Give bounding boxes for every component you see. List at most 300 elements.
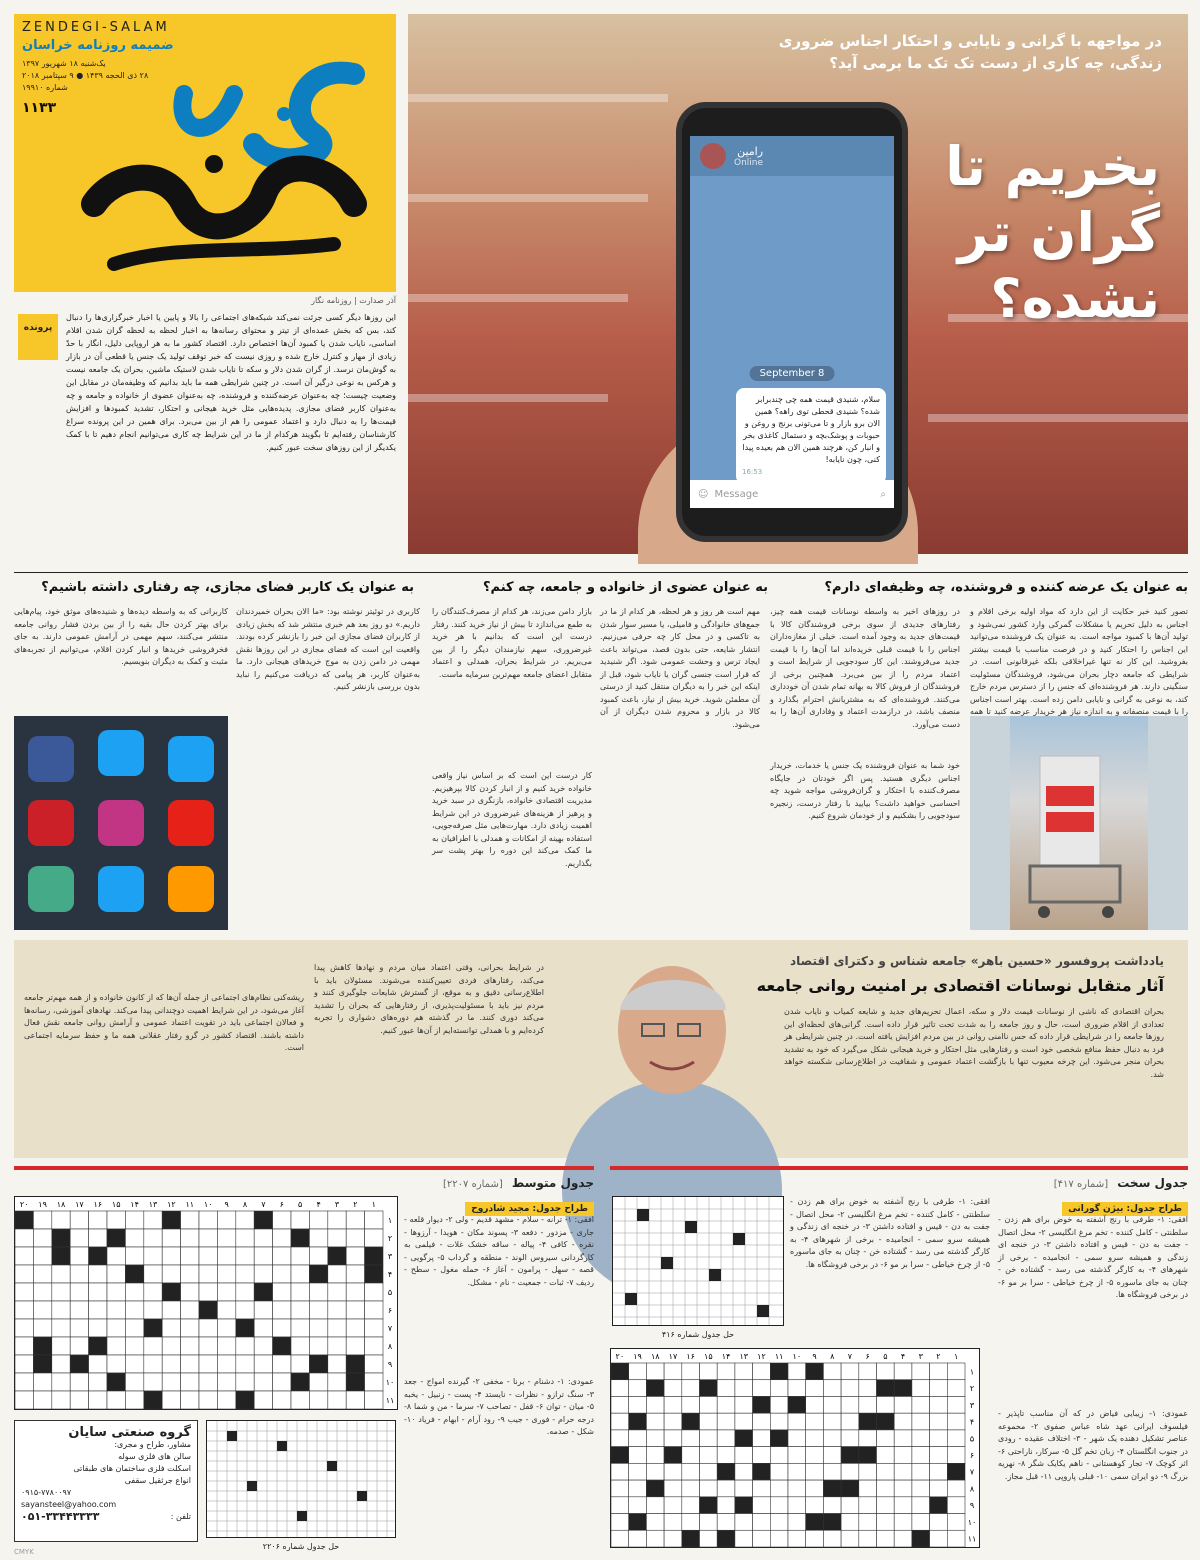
crossword-cell[interactable] <box>107 1211 125 1229</box>
crossword-cell[interactable] <box>144 1211 162 1229</box>
crossword-cell[interactable] <box>217 1373 235 1391</box>
crossword-cell[interactable] <box>309 1337 327 1355</box>
crossword-cell[interactable] <box>859 1463 877 1480</box>
crossword-cell[interactable] <box>717 1413 735 1430</box>
crossword-cell[interactable] <box>33 1265 51 1283</box>
crossword-cell[interactable] <box>33 1391 51 1409</box>
crossword-cell[interactable] <box>89 1229 107 1247</box>
crossword-cell[interactable] <box>735 1463 753 1480</box>
crossword-cell[interactable] <box>947 1497 965 1514</box>
crossword-cell[interactable] <box>611 1413 629 1430</box>
crossword-cell[interactable] <box>682 1363 700 1380</box>
crossword-cell[interactable] <box>52 1265 70 1283</box>
crossword-cell[interactable] <box>806 1463 824 1480</box>
crossword-cell[interactable] <box>217 1391 235 1409</box>
crossword-cell[interactable] <box>328 1211 346 1229</box>
crossword-cell[interactable] <box>162 1319 180 1337</box>
crossword-cell[interactable] <box>236 1229 254 1247</box>
crossword-cell[interactable] <box>664 1396 682 1413</box>
crossword-cell[interactable] <box>646 1497 664 1514</box>
crossword-cell[interactable] <box>770 1530 788 1547</box>
crossword-cell[interactable] <box>823 1497 841 1514</box>
crossword-cell[interactable] <box>912 1413 930 1430</box>
crossword-cell[interactable] <box>912 1447 930 1464</box>
crossword-hard-grid[interactable] <box>610 1348 980 1548</box>
crossword-cell[interactable] <box>823 1396 841 1413</box>
crossword-cell[interactable] <box>144 1355 162 1373</box>
crossword-cell[interactable] <box>52 1391 70 1409</box>
crossword-cell[interactable] <box>930 1363 948 1380</box>
crossword-cell[interactable] <box>33 1283 51 1301</box>
crossword-cell[interactable] <box>877 1514 895 1531</box>
crossword-cell[interactable] <box>70 1319 88 1337</box>
crossword-cell[interactable] <box>646 1447 664 1464</box>
crossword-cell[interactable] <box>664 1497 682 1514</box>
crossword-cell[interactable] <box>52 1355 70 1373</box>
crossword-cell[interactable] <box>89 1211 107 1229</box>
crossword-cell[interactable] <box>273 1391 291 1409</box>
crossword-cell[interactable] <box>70 1247 88 1265</box>
crossword-cell[interactable] <box>877 1480 895 1497</box>
crossword-cell[interactable] <box>309 1319 327 1337</box>
crossword-cell[interactable] <box>788 1413 806 1430</box>
crossword-cell[interactable] <box>912 1480 930 1497</box>
crossword-cell[interactable] <box>629 1380 647 1397</box>
crossword-cell[interactable] <box>181 1301 199 1319</box>
crossword-cell[interactable] <box>89 1355 107 1373</box>
crossword-cell[interactable] <box>806 1497 824 1514</box>
crossword-cell[interactable] <box>346 1211 364 1229</box>
crossword-cell[interactable] <box>346 1247 364 1265</box>
crossword-cell[interactable] <box>753 1530 771 1547</box>
crossword-cell[interactable] <box>700 1396 718 1413</box>
crossword-cell[interactable] <box>144 1265 162 1283</box>
crossword-cell[interactable] <box>806 1380 824 1397</box>
crossword-cell[interactable] <box>309 1301 327 1319</box>
crossword-cell[interactable] <box>841 1396 859 1413</box>
crossword-cell[interactable] <box>806 1430 824 1447</box>
crossword-cell[interactable] <box>682 1380 700 1397</box>
crossword-cell[interactable] <box>664 1363 682 1380</box>
crossword-cell[interactable] <box>125 1283 143 1301</box>
crossword-cell[interactable] <box>770 1463 788 1480</box>
crossword-cell[interactable] <box>700 1463 718 1480</box>
crossword-cell[interactable] <box>254 1229 272 1247</box>
crossword-cell[interactable] <box>735 1447 753 1464</box>
crossword-cell[interactable] <box>181 1265 199 1283</box>
crossword-cell[interactable] <box>328 1373 346 1391</box>
crossword-cell[interactable] <box>664 1530 682 1547</box>
crossword-cell[interactable] <box>162 1301 180 1319</box>
crossword-cell[interactable] <box>162 1355 180 1373</box>
crossword-cell[interactable] <box>753 1380 771 1397</box>
crossword-cell[interactable] <box>273 1283 291 1301</box>
crossword-cell[interactable] <box>894 1447 912 1464</box>
crossword-cell[interactable] <box>611 1380 629 1397</box>
crossword-cell[interactable] <box>199 1265 217 1283</box>
crossword-cell[interactable] <box>291 1211 309 1229</box>
crossword-cell[interactable] <box>273 1229 291 1247</box>
crossword-cell[interactable] <box>700 1413 718 1430</box>
crossword-cell[interactable] <box>291 1391 309 1409</box>
crossword-cell[interactable] <box>125 1247 143 1265</box>
crossword-cell[interactable] <box>788 1430 806 1447</box>
crossword-cell[interactable] <box>753 1430 771 1447</box>
crossword-cell[interactable] <box>15 1337 33 1355</box>
crossword-cell[interactable] <box>877 1363 895 1380</box>
crossword-cell[interactable] <box>700 1447 718 1464</box>
crossword-cell[interactable] <box>52 1283 70 1301</box>
crossword-cell[interactable] <box>947 1413 965 1430</box>
crossword-cell[interactable] <box>912 1514 930 1531</box>
crossword-cell[interactable] <box>930 1413 948 1430</box>
crossword-cell[interactable] <box>291 1337 309 1355</box>
crossword-cell[interactable] <box>273 1373 291 1391</box>
crossword-cell[interactable] <box>930 1380 948 1397</box>
crossword-cell[interactable] <box>89 1265 107 1283</box>
crossword-cell[interactable] <box>365 1373 383 1391</box>
crossword-cell[interactable] <box>823 1530 841 1547</box>
crossword-cell[interactable] <box>181 1319 199 1337</box>
crossword-cell[interactable] <box>841 1530 859 1547</box>
crossword-cell[interactable] <box>181 1355 199 1373</box>
crossword-cell[interactable] <box>717 1363 735 1380</box>
crossword-cell[interactable] <box>877 1430 895 1447</box>
crossword-cell[interactable] <box>365 1229 383 1247</box>
crossword-cell[interactable] <box>254 1391 272 1409</box>
crossword-cell[interactable] <box>859 1480 877 1497</box>
crossword-cell[interactable] <box>181 1337 199 1355</box>
crossword-cell[interactable] <box>753 1497 771 1514</box>
crossword-medium-grid[interactable] <box>14 1196 398 1410</box>
crossword-cell[interactable] <box>877 1463 895 1480</box>
crossword-cell[interactable] <box>89 1283 107 1301</box>
crossword-cell[interactable] <box>788 1480 806 1497</box>
crossword-cell[interactable] <box>894 1497 912 1514</box>
crossword-cell[interactable] <box>199 1373 217 1391</box>
crossword-cell[interactable] <box>328 1229 346 1247</box>
crossword-cell[interactable] <box>309 1391 327 1409</box>
crossword-cell[interactable] <box>125 1337 143 1355</box>
crossword-cell[interactable] <box>254 1301 272 1319</box>
crossword-cell[interactable] <box>859 1530 877 1547</box>
crossword-cell[interactable] <box>735 1396 753 1413</box>
crossword-cell[interactable] <box>254 1319 272 1337</box>
crossword-cell[interactable] <box>629 1463 647 1480</box>
crossword-cell[interactable] <box>144 1301 162 1319</box>
crossword-cell[interactable] <box>629 1430 647 1447</box>
crossword-cell[interactable] <box>33 1301 51 1319</box>
crossword-cell[interactable] <box>930 1463 948 1480</box>
crossword-cell[interactable] <box>735 1380 753 1397</box>
crossword-cell[interactable] <box>236 1265 254 1283</box>
crossword-cell[interactable] <box>770 1396 788 1413</box>
crossword-cell[interactable] <box>806 1447 824 1464</box>
crossword-cell[interactable] <box>930 1430 948 1447</box>
crossword-cell[interactable] <box>947 1514 965 1531</box>
crossword-cell[interactable] <box>181 1247 199 1265</box>
crossword-cell[interactable] <box>254 1265 272 1283</box>
crossword-cell[interactable] <box>273 1301 291 1319</box>
crossword-cell[interactable] <box>33 1211 51 1229</box>
crossword-cell[interactable] <box>125 1373 143 1391</box>
crossword-cell[interactable] <box>717 1480 735 1497</box>
crossword-cell[interactable] <box>144 1373 162 1391</box>
crossword-cell[interactable] <box>682 1480 700 1497</box>
crossword-cell[interactable] <box>236 1283 254 1301</box>
crossword-cell[interactable] <box>664 1380 682 1397</box>
crossword-cell[interactable] <box>930 1396 948 1413</box>
crossword-cell[interactable] <box>199 1283 217 1301</box>
crossword-cell[interactable] <box>125 1301 143 1319</box>
crossword-cell[interactable] <box>930 1480 948 1497</box>
crossword-cell[interactable] <box>89 1319 107 1337</box>
crossword-cell[interactable] <box>199 1355 217 1373</box>
crossword-cell[interactable] <box>125 1211 143 1229</box>
crossword-cell[interactable] <box>859 1514 877 1531</box>
crossword-cell[interactable] <box>328 1283 346 1301</box>
crossword-cell[interactable] <box>912 1463 930 1480</box>
crossword-cell[interactable] <box>717 1430 735 1447</box>
crossword-cell[interactable] <box>107 1247 125 1265</box>
crossword-cell[interactable] <box>107 1391 125 1409</box>
crossword-cell[interactable] <box>291 1355 309 1373</box>
crossword-cell[interactable] <box>236 1355 254 1373</box>
crossword-cell[interactable] <box>162 1373 180 1391</box>
crossword-cell[interactable] <box>841 1497 859 1514</box>
crossword-cell[interactable] <box>629 1530 647 1547</box>
crossword-cell[interactable] <box>33 1247 51 1265</box>
crossword-cell[interactable] <box>15 1355 33 1373</box>
crossword-cell[interactable] <box>788 1380 806 1397</box>
crossword-cell[interactable] <box>823 1463 841 1480</box>
crossword-cell[interactable] <box>107 1283 125 1301</box>
crossword-cell[interactable] <box>753 1514 771 1531</box>
crossword-cell[interactable] <box>611 1530 629 1547</box>
crossword-cell[interactable] <box>894 1430 912 1447</box>
crossword-cell[interactable] <box>788 1530 806 1547</box>
crossword-cell[interactable] <box>947 1363 965 1380</box>
crossword-cell[interactable] <box>806 1530 824 1547</box>
crossword-cell[interactable] <box>770 1480 788 1497</box>
crossword-cell[interactable] <box>107 1319 125 1337</box>
crossword-cell[interactable] <box>664 1463 682 1480</box>
crossword-cell[interactable] <box>52 1337 70 1355</box>
crossword-cell[interactable] <box>629 1480 647 1497</box>
crossword-cell[interactable] <box>947 1380 965 1397</box>
crossword-cell[interactable] <box>930 1514 948 1531</box>
crossword-cell[interactable] <box>273 1319 291 1337</box>
crossword-cell[interactable] <box>125 1319 143 1337</box>
crossword-cell[interactable] <box>181 1229 199 1247</box>
crossword-cell[interactable] <box>309 1247 327 1265</box>
crossword-cell[interactable] <box>912 1497 930 1514</box>
crossword-cell[interactable] <box>912 1363 930 1380</box>
crossword-cell[interactable] <box>346 1265 364 1283</box>
crossword-cell[interactable] <box>717 1447 735 1464</box>
crossword-cell[interactable] <box>365 1391 383 1409</box>
crossword-cell[interactable] <box>646 1363 664 1380</box>
crossword-cell[interactable] <box>346 1283 364 1301</box>
crossword-cell[interactable] <box>254 1247 272 1265</box>
crossword-cell[interactable] <box>611 1480 629 1497</box>
crossword-cell[interactable] <box>107 1301 125 1319</box>
crossword-cell[interactable] <box>841 1430 859 1447</box>
crossword-cell[interactable] <box>788 1447 806 1464</box>
crossword-cell[interactable] <box>735 1480 753 1497</box>
crossword-cell[interactable] <box>947 1447 965 1464</box>
crossword-cell[interactable] <box>365 1283 383 1301</box>
crossword-cell[interactable] <box>236 1211 254 1229</box>
crossword-cell[interactable] <box>70 1373 88 1391</box>
crossword-cell[interactable] <box>328 1391 346 1409</box>
crossword-cell[interactable] <box>664 1413 682 1430</box>
crossword-cell[interactable] <box>70 1391 88 1409</box>
crossword-cell[interactable] <box>346 1229 364 1247</box>
crossword-cell[interactable] <box>700 1530 718 1547</box>
crossword-cell[interactable] <box>646 1396 664 1413</box>
crossword-cell[interactable] <box>930 1530 948 1547</box>
crossword-cell[interactable] <box>70 1265 88 1283</box>
crossword-cell[interactable] <box>309 1283 327 1301</box>
crossword-cell[interactable] <box>273 1355 291 1373</box>
crossword-cell[interactable] <box>291 1247 309 1265</box>
crossword-cell[interactable] <box>144 1247 162 1265</box>
crossword-cell[interactable] <box>788 1497 806 1514</box>
crossword-cell[interactable] <box>15 1301 33 1319</box>
crossword-cell[interactable] <box>717 1380 735 1397</box>
crossword-cell[interactable] <box>682 1497 700 1514</box>
crossword-cell[interactable] <box>199 1391 217 1409</box>
crossword-cell[interactable] <box>70 1229 88 1247</box>
crossword-cell[interactable] <box>365 1211 383 1229</box>
crossword-cell[interactable] <box>646 1463 664 1480</box>
crossword-cell[interactable] <box>33 1373 51 1391</box>
crossword-cell[interactable] <box>947 1396 965 1413</box>
crossword-cell[interactable] <box>162 1229 180 1247</box>
crossword-cell[interactable] <box>217 1301 235 1319</box>
crossword-cell[interactable] <box>947 1430 965 1447</box>
crossword-cell[interactable] <box>770 1514 788 1531</box>
crossword-cell[interactable] <box>236 1373 254 1391</box>
crossword-cell[interactable] <box>682 1396 700 1413</box>
crossword-cell[interactable] <box>788 1363 806 1380</box>
crossword-cell[interactable] <box>15 1247 33 1265</box>
crossword-cell[interactable] <box>365 1319 383 1337</box>
crossword-cell[interactable] <box>753 1447 771 1464</box>
crossword-cell[interactable] <box>125 1391 143 1409</box>
crossword-cell[interactable] <box>217 1319 235 1337</box>
crossword-cell[interactable] <box>328 1301 346 1319</box>
crossword-cell[interactable] <box>254 1373 272 1391</box>
crossword-cell[interactable] <box>682 1463 700 1480</box>
crossword-cell[interactable] <box>700 1430 718 1447</box>
crossword-cell[interactable] <box>753 1363 771 1380</box>
crossword-cell[interactable] <box>841 1363 859 1380</box>
crossword-cell[interactable] <box>629 1396 647 1413</box>
crossword-cell[interactable] <box>254 1355 272 1373</box>
crossword-cell[interactable] <box>70 1337 88 1355</box>
crossword-cell[interactable] <box>859 1497 877 1514</box>
crossword-cell[interactable] <box>770 1447 788 1464</box>
crossword-cell[interactable] <box>770 1380 788 1397</box>
crossword-cell[interactable] <box>328 1319 346 1337</box>
crossword-cell[interactable] <box>52 1301 70 1319</box>
crossword-cell[interactable] <box>717 1497 735 1514</box>
crossword-cell[interactable] <box>365 1301 383 1319</box>
crossword-cell[interactable] <box>894 1514 912 1531</box>
crossword-cell[interactable] <box>346 1301 364 1319</box>
crossword-cell[interactable] <box>291 1283 309 1301</box>
crossword-cell[interactable] <box>611 1430 629 1447</box>
crossword-cell[interactable] <box>788 1514 806 1531</box>
crossword-cell[interactable] <box>15 1229 33 1247</box>
crossword-cell[interactable] <box>162 1337 180 1355</box>
crossword-cell[interactable] <box>823 1447 841 1464</box>
crossword-cell[interactable] <box>52 1373 70 1391</box>
crossword-cell[interactable] <box>894 1396 912 1413</box>
crossword-cell[interactable] <box>309 1211 327 1229</box>
crossword-cell[interactable] <box>70 1283 88 1301</box>
crossword-cell[interactable] <box>162 1265 180 1283</box>
crossword-cell[interactable] <box>629 1363 647 1380</box>
crossword-cell[interactable] <box>217 1247 235 1265</box>
crossword-cell[interactable] <box>735 1530 753 1547</box>
crossword-cell[interactable] <box>700 1514 718 1531</box>
crossword-cell[interactable] <box>700 1480 718 1497</box>
crossword-cell[interactable] <box>753 1413 771 1430</box>
crossword-cell[interactable] <box>646 1530 664 1547</box>
crossword-cell[interactable] <box>717 1396 735 1413</box>
crossword-cell[interactable] <box>877 1447 895 1464</box>
crossword-cell[interactable] <box>144 1337 162 1355</box>
crossword-cell[interactable] <box>877 1530 895 1547</box>
crossword-cell[interactable] <box>181 1391 199 1409</box>
crossword-cell[interactable] <box>823 1430 841 1447</box>
crossword-cell[interactable] <box>346 1337 364 1355</box>
crossword-cell[interactable] <box>181 1283 199 1301</box>
crossword-cell[interactable] <box>15 1319 33 1337</box>
crossword-cell[interactable] <box>107 1355 125 1373</box>
crossword-cell[interactable] <box>859 1380 877 1397</box>
crossword-cell[interactable] <box>291 1265 309 1283</box>
crossword-cell[interactable] <box>199 1211 217 1229</box>
crossword-cell[interactable] <box>328 1355 346 1373</box>
crossword-cell[interactable] <box>328 1265 346 1283</box>
crossword-cell[interactable] <box>841 1514 859 1531</box>
crossword-cell[interactable] <box>33 1229 51 1247</box>
crossword-cell[interactable] <box>894 1463 912 1480</box>
crossword-cell[interactable] <box>107 1337 125 1355</box>
crossword-cell[interactable] <box>273 1265 291 1283</box>
crossword-cell[interactable] <box>291 1301 309 1319</box>
crossword-cell[interactable] <box>717 1514 735 1531</box>
crossword-cell[interactable] <box>877 1396 895 1413</box>
crossword-cell[interactable] <box>217 1229 235 1247</box>
crossword-cell[interactable] <box>199 1247 217 1265</box>
crossword-cell[interactable] <box>199 1319 217 1337</box>
crossword-cell[interactable] <box>125 1355 143 1373</box>
crossword-cell[interactable] <box>823 1413 841 1430</box>
crossword-cell[interactable] <box>894 1413 912 1430</box>
crossword-cell[interactable] <box>770 1413 788 1430</box>
crossword-cell[interactable] <box>236 1247 254 1265</box>
crossword-cell[interactable] <box>70 1301 88 1319</box>
crossword-cell[interactable] <box>823 1380 841 1397</box>
crossword-cell[interactable] <box>646 1413 664 1430</box>
crossword-cell[interactable] <box>682 1430 700 1447</box>
crossword-cell[interactable] <box>700 1363 718 1380</box>
